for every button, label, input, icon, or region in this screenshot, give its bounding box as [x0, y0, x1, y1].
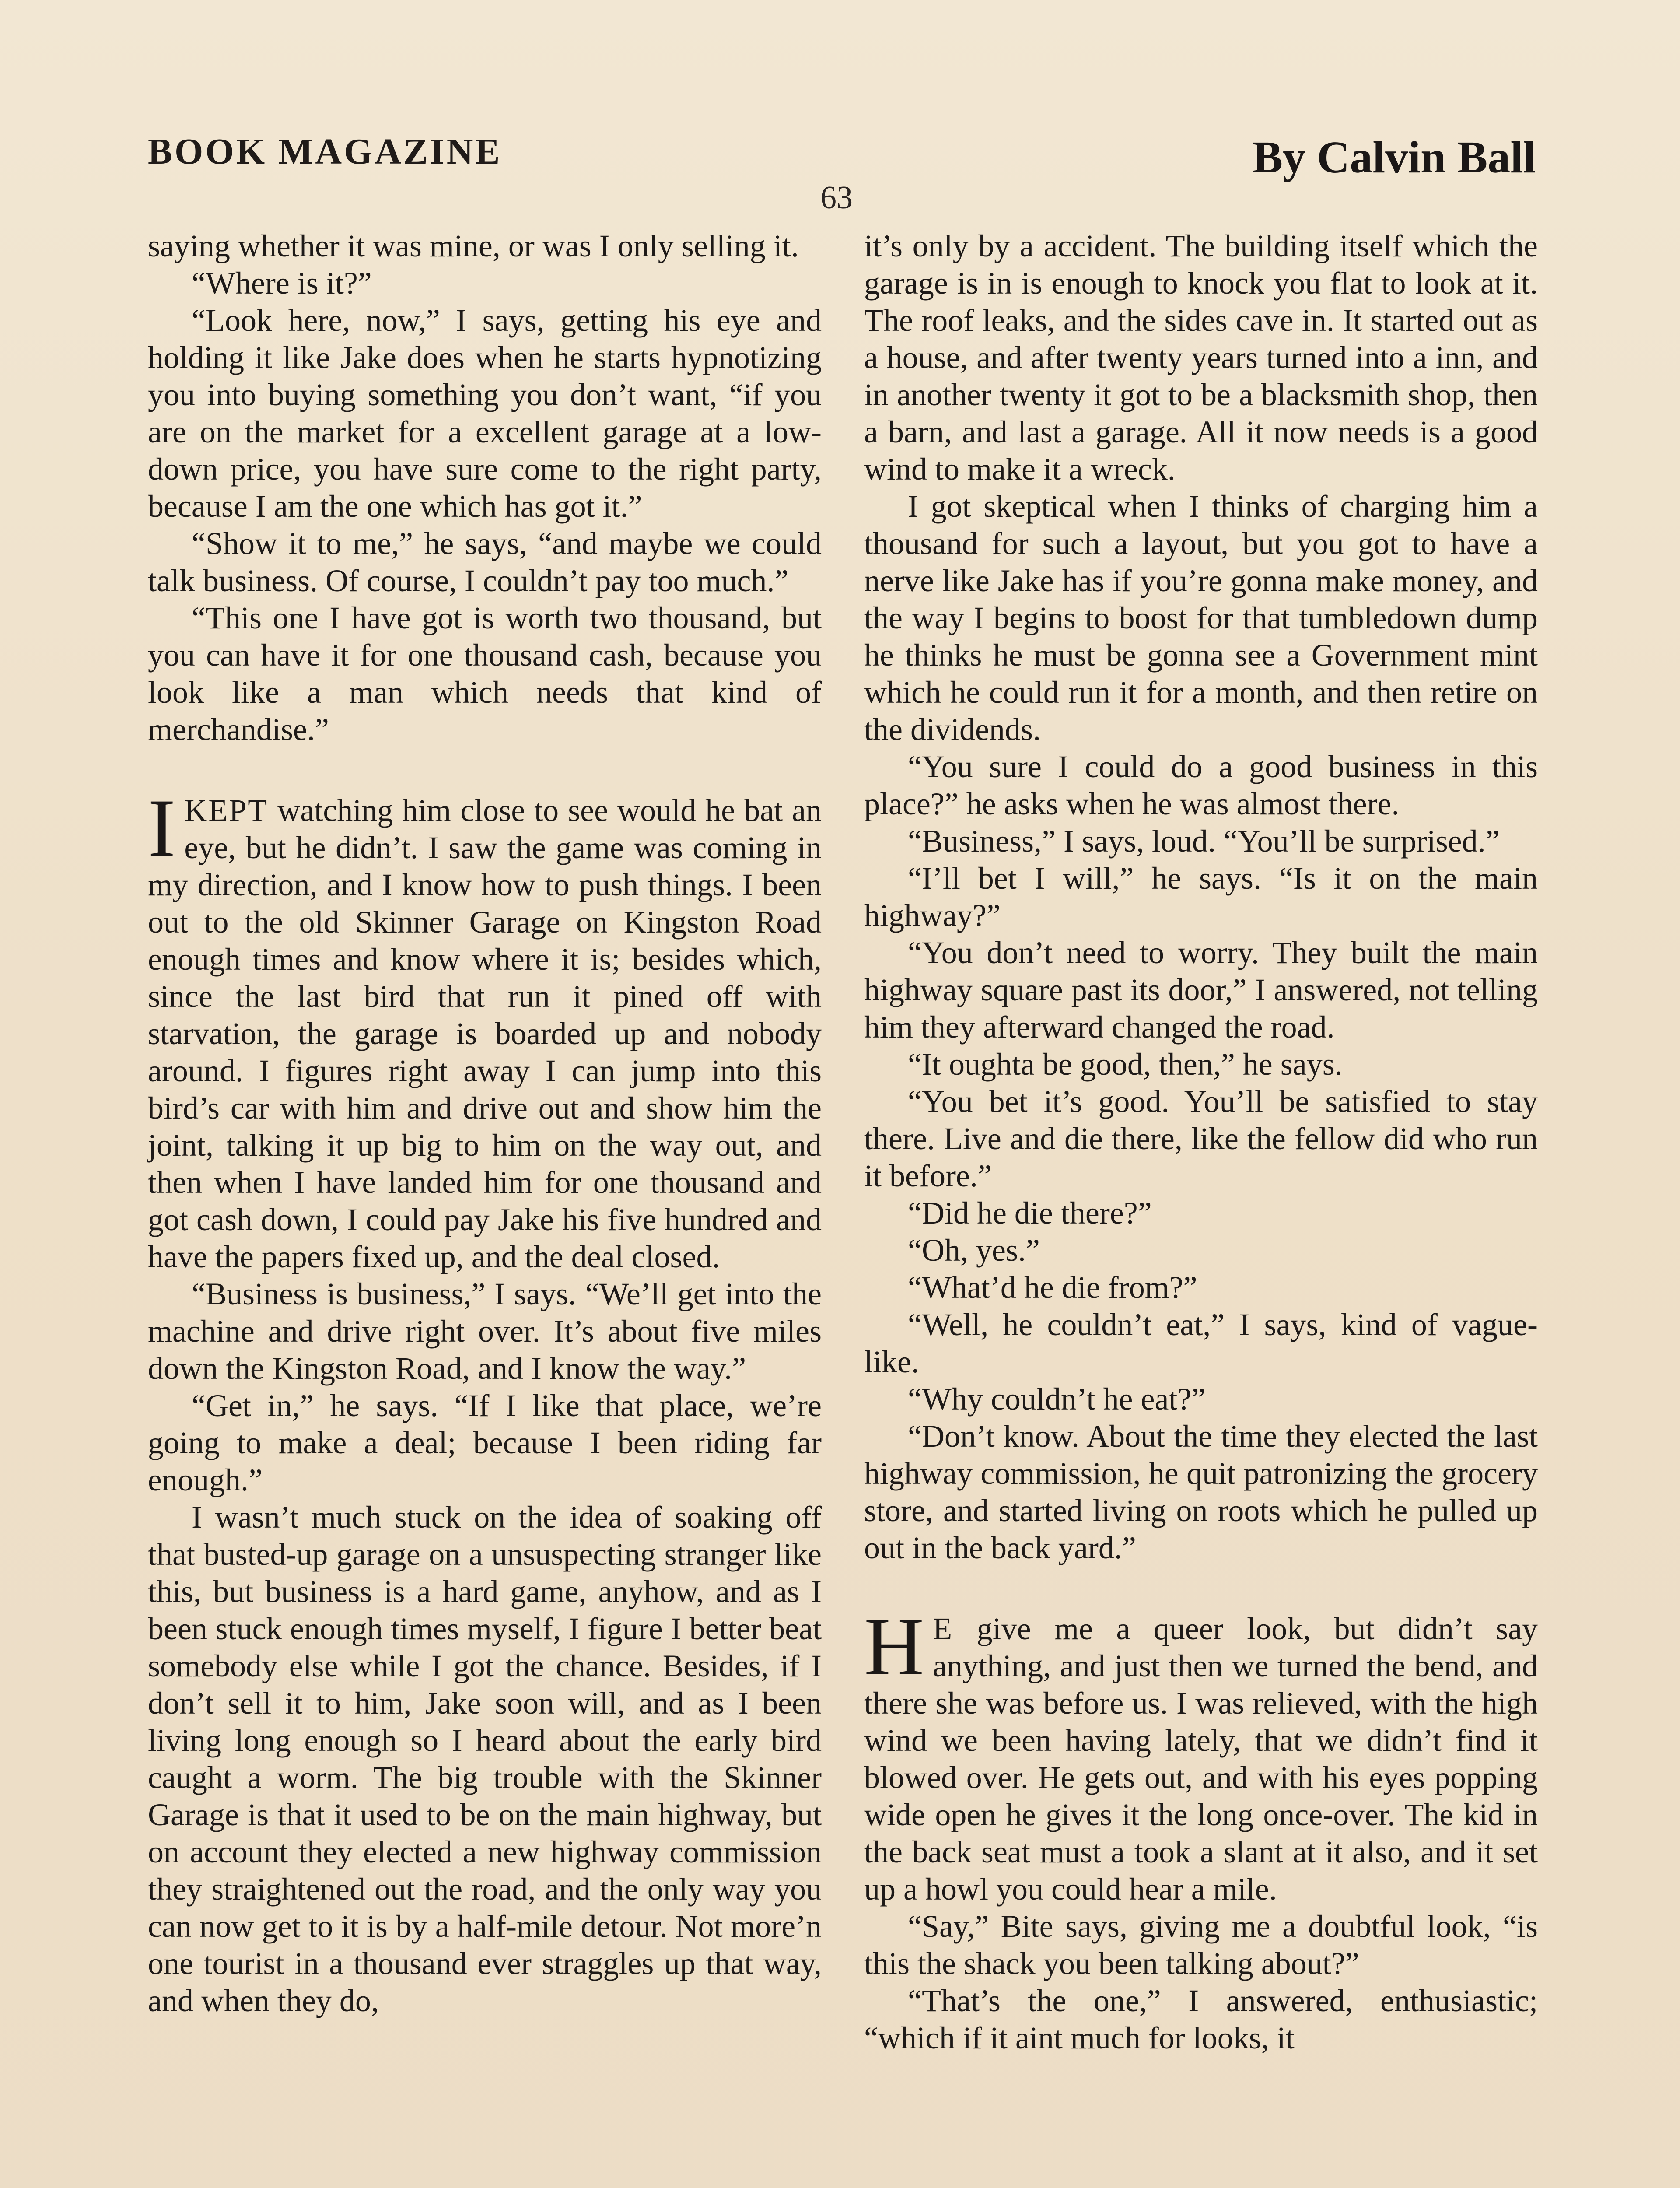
paragraph: “Business is business,” I says. “We’ll get into the machine and drive right over. It’s about five miles down the Kingston Road, and I know the way.”	[148, 1276, 822, 1386]
drop-cap: I	[148, 782, 176, 874]
paragraph: “Oh, yes.”	[908, 1233, 1040, 1268]
paragraph: I got skeptical when I thinks of charging him a thousand for such a layout, but you got to have a nerve like Jake has if you’re gonna make money, and the way I begins to boost for that tumbledown dump he thinks he must be gonna see a Government mint which he could run it for a month, and then retire on the dividends.	[864, 489, 1538, 747]
paragraph: “You don’t need to worry. They built the main highway square past its door,” I answered, not telling him they afterward changed the road.	[864, 935, 1538, 1045]
paragraph: “That’s the one,” I answered, enthusiastic; “which if it aint much for looks, it	[864, 1983, 1538, 2055]
paragraph: “This one I have got is worth two thousand, but you can have it for one thousand cash, because you look like a man which needs that kind of merchandise.”	[148, 600, 822, 747]
lead-in-word: E	[933, 1611, 954, 1646]
paragraph: “Look here, now,” I says, getting his eye and holding it like Jake does when he starts hypnotizing you into buying something you don’t want, “if you are on the market for a excellent garage at a low-down price, you have sure come to the right party, because I am the one which has got it.”	[148, 303, 822, 524]
paragraph: “Business,” I says, loud. “You’ll be surprised.”	[908, 824, 1500, 859]
lead-in-word: KEPT	[184, 793, 269, 828]
paragraph: “Did he die there?”	[908, 1196, 1152, 1231]
author-byline: By Calvin Ball	[1252, 132, 1536, 182]
paragraph: saying whether it was mine, or was I only selling it.	[148, 228, 799, 263]
paragraph: “It oughta be good, then,” he says.	[908, 1047, 1343, 1082]
paragraph-text: give me a queer look, but didn’t say anything, and just then we turned the bend, and there she was before us. I was relieved, with the high wind we been having lately, that we didn’t find it blowed over. He gets out, and with his eyes popping wide open he gives it the long once-over. The kid in the back seat must a took a slant at it also, and it set up a howl you could hear a mile.	[864, 1611, 1538, 1907]
paragraph: “You sure I could do a good business in this place?” he asks when he was almost there.	[864, 749, 1538, 821]
paragraph	[148, 782, 822, 1276]
paragraph: “You bet it’s good. You’ll be satisfied to stay there. Live and die there, like the fellow did who run it before.”	[864, 1084, 1538, 1193]
magazine-title: BOOK MAGAZINE	[148, 131, 502, 172]
drop-cap: H	[864, 1601, 924, 1693]
paragraph-text: watching him close to see would he bat an eye, but he didn’t. I saw the game was coming in my direction, and I know how to push things. I been out to the old Skinner Garage on Kingston Road enough times and know where it is; besides which, since the last bird that run it pined off with starvation, the garage is boarded up and nobody around. I figures right away I can jump into this bird’s car with him and drive out and show him the joint, talking it up big to him on the way out, and then when I have landed him for one thousand and got cash down, I could pay Jake his five hundred and have the papers fixed up, and the deal closed.	[148, 793, 822, 1274]
paragraph	[864, 1601, 1538, 1908]
paragraph: “Get in,” he says. “If I like that place, we’re going to make a deal; because I been riding far enough.”	[148, 1388, 822, 1497]
paragraph: I wasn’t much stuck on the idea of soaking off that busted-up garage on a unsuspecting stranger like this, but business is a hard game, anyhow, and as I been stuck enough times myself, I figure I better beat somebody else while I got the chance. Besides, if I don’t sell it to him, Jake soon will, and as I been living long enough so I heard about the early bird caught a worm. The big trouble with the Skinner Garage is that it used to be on the main highway, but on account they elected a new highway commission they straightened out the road, and the only way you can now get to it is by a half-mile detour. Not more’n one tourist in a thousand ever straggles up that way, and when they do,	[148, 1500, 822, 2018]
paragraph: “Show it to me,” he says, “and maybe we could talk business. Of course, I couldn’t pay too much.”	[148, 526, 822, 598]
right-text-column	[864, 228, 1538, 2057]
paragraph: “Why couldn’t he eat?”	[908, 1382, 1206, 1417]
paragraph: “Don’t know. About the time they elected the last highway commission, he quit patronizing the grocery store, and started living on roots which he pulled up out in the back yard.”	[864, 1419, 1538, 1565]
paragraph: “What’d he die from?”	[908, 1270, 1197, 1305]
page-number: 63	[820, 180, 853, 216]
paragraph: “I’ll bet I will,” he says. “Is it on the main highway?”	[864, 861, 1538, 933]
left-text-column	[148, 228, 822, 2020]
paragraph: “Well, he couldn’t eat,” I says, kind of vague-like.	[864, 1307, 1538, 1379]
paragraph: “Where is it?”	[192, 266, 372, 301]
paragraph: “Say,” Bite says, giving me a doubtful look, “is this the shack you been talking about?”	[864, 1909, 1538, 1981]
paragraph: it’s only by a accident. The building itself which the garage is in is enough to knock you flat to look at it. The roof leaks, and the sides cave in. It started out as a house, and after twenty years turned into a inn, and in another twenty it got to be a blacksmith shop, then a barn, and last a garage. All it now needs is a good wind to make it a wreck.	[864, 228, 1538, 487]
